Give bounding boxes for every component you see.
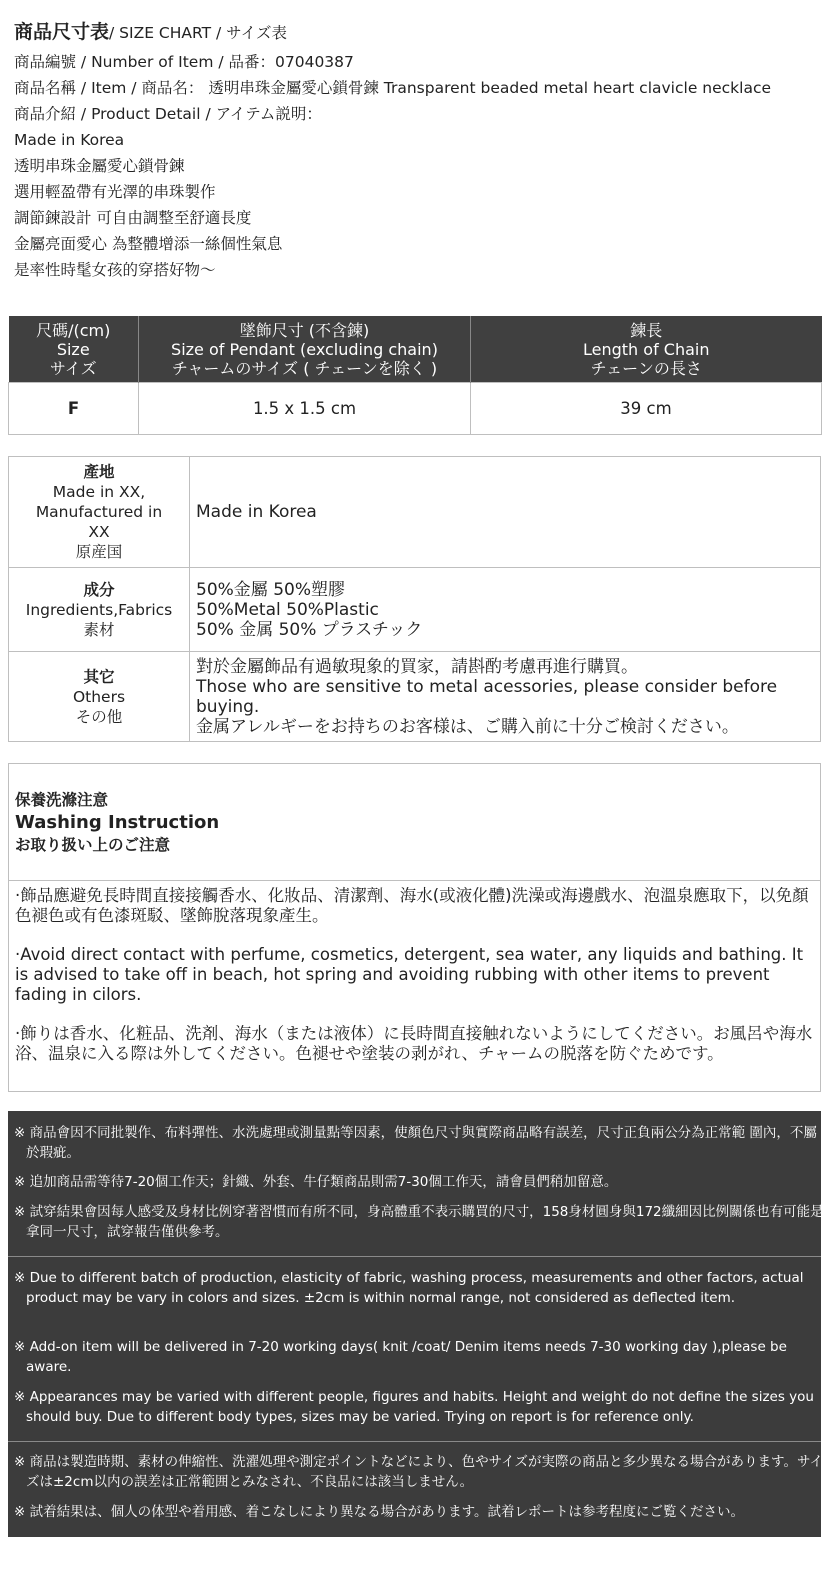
note-item: ※ 商品會因不同批製作、布料彈性、水洗處理或測量點等因素，使顏色尺寸與實際商品略有誤差，尺寸正負兩公分為正常範 圍內，不屬於瑕疵。: [14, 1125, 817, 1161]
description-line: Made in Korea: [14, 131, 125, 149]
notes-box: [8, 1111, 824, 1537]
description-line: 透明串珠金屬愛心鎖骨鍊: [14, 157, 185, 175]
washing-paragraph: ·飾りは香水、化粧品、洗剤、海水（または液体）に長時間直接触れないようにしてください。お風呂や海水浴、温泉に入る際は外してください。色褪せや塗装の剥がれ、チャームの脱落を防ぐためです。: [15, 1024, 813, 1063]
washing-paragraph: ·Avoid direct contact with perfume, cosmetics, detergent, sea water, any liquids and bathing. It is advised to take off in beach, hot spring and avoiding rubbing with other items to prevent fading in cilors.: [15, 945, 804, 1004]
note-item: ※ Add-on item will be delivered in 7-20 working days( knit /coat/ Denim items needs 7-30 working day ),please be aware.: [14, 1339, 787, 1375]
spec-table: [8, 456, 821, 742]
description-line: 金屬亮面愛心 為整體增添一絲個性氣息: [14, 235, 283, 253]
origin-row: [9, 457, 821, 568]
others-value: 對於金屬飾品有過敏現象的買家，請斟酌考慮再進行購買。 Those who are sensitive to metal acessories, please consider before buying. 金属アレルギーをお持ちのお客様は、ご購入前に十分ご検討ください。: [190, 652, 821, 742]
size-header: 尺碼/(cm) Size サイズ: [9, 316, 139, 383]
description-line: 是率性時髦女孩的穿搭好物～: [14, 261, 216, 279]
origin-label: 產地 Made in XX, Manufactured in XX 原産国: [9, 457, 190, 568]
table-row: [9, 383, 822, 435]
product-detail-label: 商品介紹 / Product Detail / アイテム説明：: [14, 105, 322, 123]
size-value: F: [9, 383, 139, 435]
page-title: 商品尺寸表/ SIZE CHART / サイズ表: [14, 21, 287, 43]
chain-length-header: 鍊長 Length of Chain チェーンの長さ: [471, 316, 822, 383]
washing-instructions: [8, 763, 821, 1092]
chain-length-value: 39 cm: [471, 383, 822, 435]
ingredients-value: 50%金屬 50%塑膠 50%Metal 50%Plastic 50% 金属 50% プラスチック: [190, 568, 821, 652]
divider: [8, 1441, 821, 1442]
size-table-header: [9, 316, 822, 383]
origin-value: Made in Korea: [190, 457, 821, 568]
item-name: 商品名稱 / Item / 商品名： 透明串珠金屬愛心鎖骨鍊 Transparent beaded metal heart clavicle necklace: [14, 79, 771, 97]
washing-paragraph: ·飾品應避免長時間直接接觸香水、化妝品、清潔劑、海水(或液化體)洗澡或海邊戲水、泡溫泉應取下，以免顏色褪色或有色漆斑駁、墜飾脫落現象產生。: [15, 886, 809, 925]
washing-title: 保養洗滌注意 Washing Instruction お取り扱い上のご注意: [15, 791, 220, 854]
others-row: [9, 652, 821, 742]
others-label: 其它 Others その他: [9, 652, 190, 742]
description-line: 調節鍊設計 可自由調整至舒適長度: [14, 209, 252, 227]
note-item: ※ Appearances may be varied with different people, figures and habits. Height and weight do not define the sizes you should buy. Due to different body types, sizes may be varied. Trying on report is for reference only.: [14, 1389, 814, 1425]
item-number: 商品編號 / Number of Item / 品番：07040387: [14, 53, 354, 71]
note-item: ※ 試穿結果會因每人感受及身材比例穿著習慣而有所不同，身高體重不表示購買的尺寸，158身材圓身與172纖細因比例關係也有可能是拿同一尺寸，試穿報告僅供參考。: [14, 1204, 824, 1240]
divider: [9, 880, 820, 881]
note-item: ※ Due to different batch of production, elasticity of fabric, washing process, measurements and other factors, actual product may be vary in colors and sizes. ±2cm is within normal range, not considered as deflected item.: [14, 1270, 804, 1306]
note-item: ※ 試着結果は、個人の体型や着用感、着こなしにより異なる場合があります。試着レポートは参考程度にご覧ください。: [14, 1504, 745, 1520]
note-item: ※ 商品は製造時期、素材の伸縮性、洗濯処理や測定ポイントなどにより、色やサイズが実際の商品と多少異なる場合があります。サイズは±2cm以内の誤差は正常範囲とみなされ、不良品には該当しません。: [14, 1454, 823, 1490]
ingredients-label: 成分 Ingredients,Fabrics 素材: [9, 568, 190, 652]
description-line: 選用輕盈帶有光澤的串珠製作: [14, 183, 216, 201]
pendant-size-value: 1.5 x 1.5 cm: [139, 383, 471, 435]
washing-body: [15, 886, 815, 1083]
divider: [8, 1256, 821, 1257]
ingredients-row: [9, 568, 821, 652]
note-item: ※ 追加商品需等待7-20個工作天；針織、外套、牛仔類商品則需7-30個工作天，請會員們稍加留意。: [14, 1174, 618, 1190]
size-table: [8, 316, 822, 435]
pendant-size-header: 墜飾尺寸 (不含鍊) Size of Pendant (excluding chain) チャームのサイズ ( チェーンを除く ): [139, 316, 471, 383]
product-header: [14, 18, 819, 283]
